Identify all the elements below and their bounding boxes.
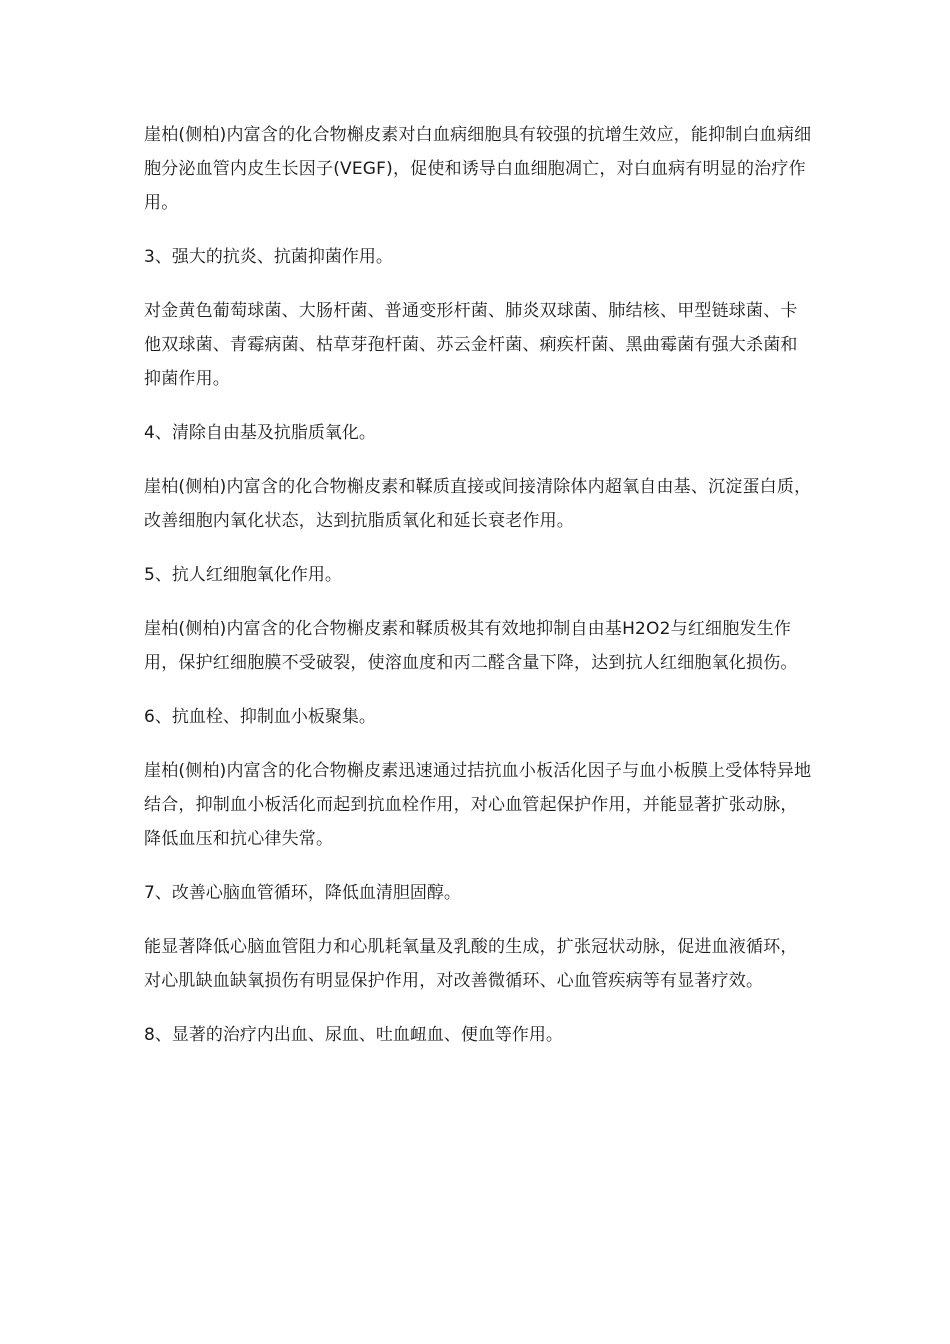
paragraph-leukemia: 崖柏(侧柏)内富含的化合物槲皮素对白血病细胞具有较强的抗增生效应，能抑制白血病细胞分泌血管内皮生长因子(VEGF)，促使和诱导白血细胞凋亡，对白血病有明显的治疗作用。 xyxy=(144,125,812,213)
paragraph-free-radical: 崖柏(侧柏)内富含的化合物槲皮素和鞣质直接或间接清除体内超氧自由基、沉淀蛋白质，改善细胞内氧化状态，达到抗脂质氧化和延长衰老作用。 xyxy=(144,477,812,531)
heading-free-radical: 4、清除自由基及抗脂质氧化。 xyxy=(144,423,376,443)
heading-red-cell: 5、抗人红细胞氧化作用。 xyxy=(144,565,342,585)
heading-cardiovascular: 7、改善心脑血管循环，降低血清胆固醇。 xyxy=(144,883,461,903)
paragraph-antibacterial: 对金黄色葡萄球菌、大肠杆菌、普通变形杆菌、肺炎双球菌、肺结核、甲型链球菌、卡他双球菌、青霉病菌、枯草芽孢杆菌、苏云金杆菌、痢疾杆菌、黑曲霉菌有强大杀菌和抑菌作用。 xyxy=(144,301,798,389)
heading-antibacterial: 3、强大的抗炎、抗菌抑菌作用。 xyxy=(144,247,393,267)
paragraph-red-cell: 崖柏(侧柏)内富含的化合物槲皮素和鞣质极其有效地抑制自由基H2O2与红细胞发生作用，保护红细胞膜不受破裂，使溶血度和丙二醛含量下降，达到抗人红细胞氧化损伤。 xyxy=(144,619,798,673)
document-body xyxy=(144,118,812,1072)
paragraph-cardiovascular: 能显著降低心脑血管阻力和心肌耗氧量及乳酸的生成，扩张冠状动脉，促进血液循环，对心肌缺血缺氧损伤有明显保护作用，对改善微循环、心血管疾病等有显著疗效。 xyxy=(144,937,798,991)
paragraph-antithrombosis: 崖柏(侧柏)内富含的化合物槲皮素迅速通过拮抗血小板活化因子与血小板膜上受体特异地结合，抑制血小板活化而起到抗血栓作用，对心血管起保护作用，并能显著扩张动脉，降低血压和抗心律失常。 xyxy=(144,761,812,849)
heading-bleeding: 8、显著的治疗内出血、尿血、吐血衄血、便血等作用。 xyxy=(144,1025,563,1045)
heading-antithrombosis: 6、抗血栓、抑制血小板聚集。 xyxy=(144,707,376,727)
